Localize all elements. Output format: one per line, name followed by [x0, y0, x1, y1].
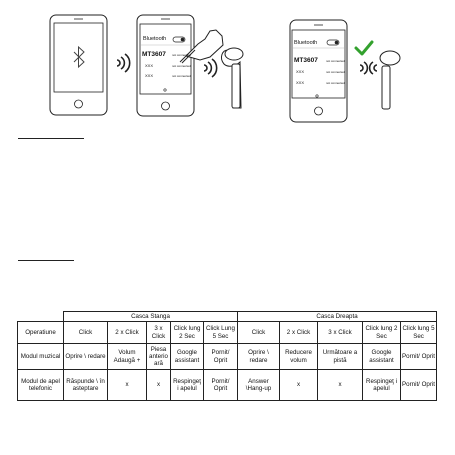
- table-cell: Respingeţ i apelul: [363, 370, 401, 401]
- table-cell: Răspunde \ în asteptare: [64, 370, 108, 401]
- table-group-row: [18, 312, 437, 322]
- table-cell: Pornit/ Oprit: [204, 344, 238, 370]
- group-right-earbud: Casca Dreapta: [238, 312, 437, 322]
- table-cell: Google assistant: [171, 344, 204, 370]
- table-cell: Volum Adaugă +: [108, 344, 147, 370]
- header-cell: Click lung 2 Sec: [363, 322, 401, 344]
- table-cell: x: [108, 370, 147, 401]
- table-cell: x: [147, 370, 171, 401]
- table-cell: Google assistant: [363, 344, 401, 370]
- header-cell: Click lung 2 Sec: [171, 322, 204, 344]
- table-cell: Modul muzical: [18, 344, 64, 370]
- group-left-earbud: Casca Stanga: [64, 312, 238, 322]
- signal-waves-icon: [360, 62, 377, 74]
- device-name: MT3607: [142, 51, 166, 58]
- signal-waves-icon: [117, 54, 130, 72]
- table-cell: Reducere volum: [280, 344, 318, 370]
- earbud-icon: [380, 51, 400, 109]
- earbud-icon: [221, 48, 243, 108]
- section-heading-2: [18, 252, 74, 261]
- other-device-name: XXX: [145, 73, 154, 78]
- header-cell: Click Lung 5 Sec: [204, 322, 238, 344]
- device-name: MT3607: [294, 57, 318, 64]
- other-device-name: XXX: [145, 63, 154, 68]
- table-cell: Respingeţ i apelul: [171, 370, 204, 401]
- other-device-status: not connected: [326, 81, 345, 85]
- table-cell: Modul de apel telefonic: [18, 370, 64, 401]
- device-status: not connected: [326, 59, 345, 63]
- device-status: not connected: [172, 53, 191, 57]
- other-device-status: not connected: [172, 64, 191, 68]
- table-cell: Pornit/ Oprit: [401, 370, 437, 401]
- header-cell: Click: [64, 322, 108, 344]
- table-cell: Answer \Hang-up: [238, 370, 280, 401]
- table-row: [18, 344, 437, 370]
- signal-waves-icon: [204, 59, 217, 77]
- checkmark-icon: [356, 42, 372, 54]
- table-row: [18, 370, 437, 401]
- pairing-illustration: [0, 0, 455, 125]
- corner-cell: [18, 312, 64, 322]
- header-cell: 3 x Click: [318, 322, 363, 344]
- other-device-status: not connected: [326, 70, 345, 74]
- header-cell: 3 x Click: [147, 322, 171, 344]
- bluetooth-label: Bluetooth: [143, 36, 167, 42]
- controls-table: [17, 311, 437, 401]
- table-cell: x: [318, 370, 363, 401]
- section-heading-1: [18, 130, 84, 139]
- other-device-name: XXX: [296, 69, 305, 74]
- table-cell: Pornit/ Oprit: [401, 344, 437, 370]
- table-cell: Piesa anterio ară: [147, 344, 171, 370]
- table-cell: Următoare a pistă: [318, 344, 363, 370]
- header-cell: Operatiune: [18, 322, 64, 344]
- header-cell: Click lung 5 Sec: [401, 322, 437, 344]
- table-header-row: [18, 322, 437, 344]
- header-cell: 2 x Click: [108, 322, 147, 344]
- bluetooth-label: Bluetooth: [294, 40, 318, 46]
- header-cell: Click: [238, 322, 280, 344]
- table-cell: Oprire \ redare: [64, 344, 108, 370]
- other-device-name: XXX: [296, 80, 305, 85]
- other-device-status: not connected: [172, 74, 191, 78]
- table-cell: Oprire \ redare: [238, 344, 280, 370]
- table-cell: Pornit/ Oprit: [204, 370, 238, 401]
- table-cell: x: [280, 370, 318, 401]
- header-cell: 2 x Click: [280, 322, 318, 344]
